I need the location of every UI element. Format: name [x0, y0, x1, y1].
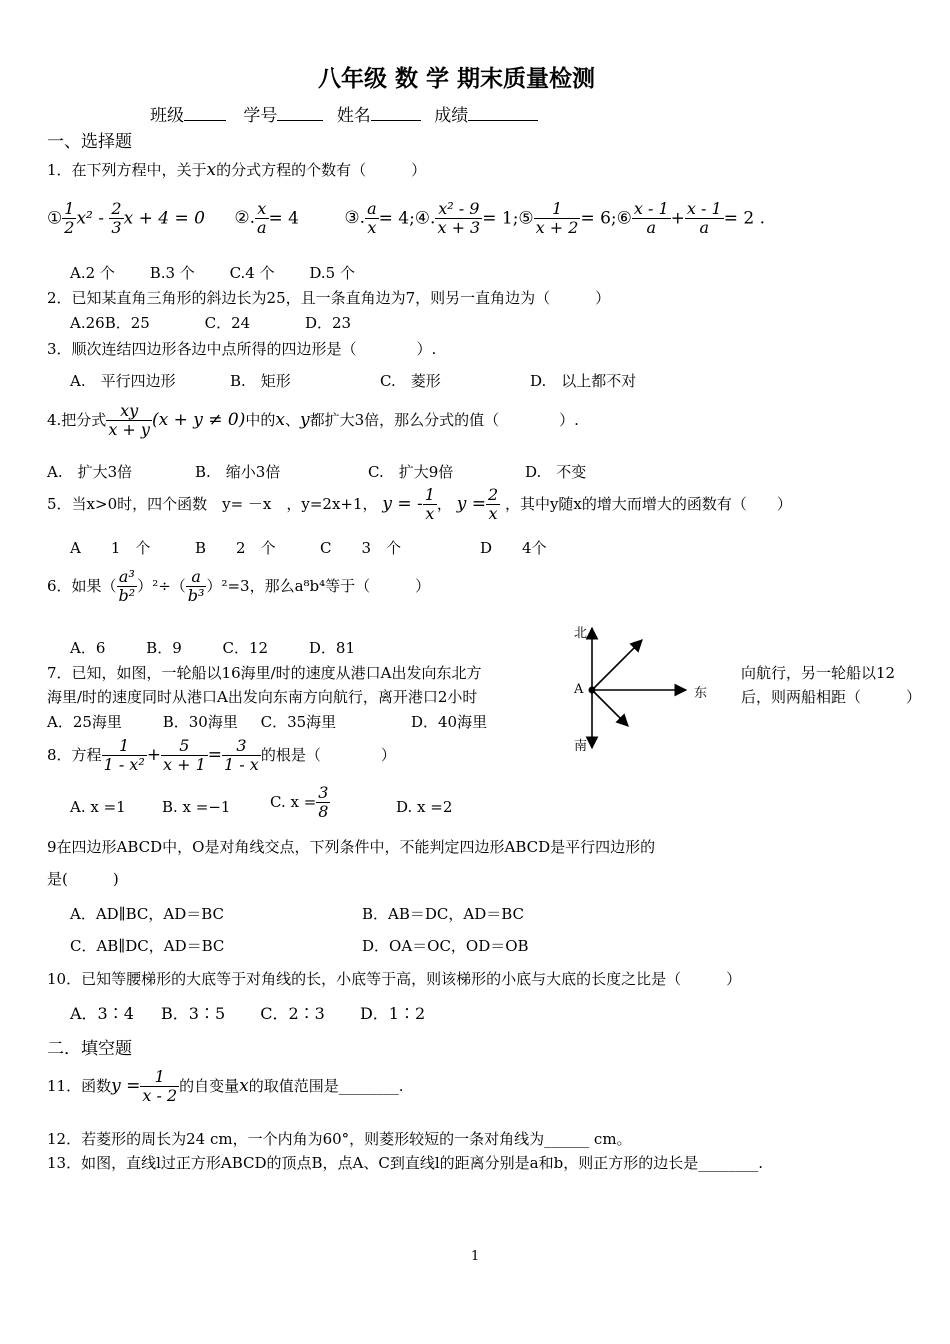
q2-option-a[interactable]: A.26 [70, 314, 105, 332]
q1-eq4-tail: = 1;⑤ [482, 208, 534, 229]
q8-option-c-num: 3 [318, 783, 329, 802]
q4-frac-num: xy [106, 402, 152, 421]
q1-eq5-frac [534, 200, 581, 238]
number-label: 学号 [243, 106, 278, 126]
q1-option-b[interactable]: B.3 个 [149, 264, 195, 282]
q8-stem-b: 的根是（ ） [260, 745, 396, 764]
q8-option-c[interactable] [270, 784, 330, 822]
q1-eq3-prefix: ③. [344, 208, 366, 229]
name-blank [371, 104, 421, 121]
q5-option-c[interactable]: C 3 个 [320, 539, 402, 557]
q6-option-b[interactable]: B．9 [146, 639, 182, 657]
q5-f4-den: x [488, 504, 498, 524]
q2-option-b[interactable]: B．25 [104, 314, 150, 332]
q7-line2: 海里/时的速度同时从港口A出发向东南方向航行，离开港口2小时 [47, 688, 478, 706]
q11-stem-b: 的自变量 [179, 1076, 240, 1095]
q6-stem-b: ）²=3，那么a⁸b⁴等于（ ） [206, 576, 431, 595]
score-blank [468, 104, 538, 121]
north-label: 北 [574, 626, 588, 641]
class-blank [184, 104, 226, 121]
q1-eq3-num: a [367, 199, 377, 218]
q1-eq1-frac2-den: 3 [111, 218, 122, 238]
q4-option-d[interactable]: D. 不变 [525, 463, 587, 481]
q1-eq6-num2: x - 1 [686, 199, 722, 218]
q4-var-y: y [299, 409, 310, 430]
q7-option-d[interactable]: D．40海里 [410, 713, 488, 731]
q13-stem: 13．如图，直线l过正方形ABCD的顶点B，点A、C到直线l的距离分别是a和b，则正方形的边长是________. [47, 1154, 763, 1172]
section-fill-heading: 二．填空题 [47, 1039, 132, 1059]
east-label: 东 [694, 686, 708, 701]
q1-stem-text-b: 的分式方程的个数有（ ） [216, 161, 427, 179]
number-blank [277, 104, 323, 121]
q8-frac2-den: x + 1 [163, 755, 206, 775]
section-choice-heading: 一、选择题 [47, 132, 132, 152]
q1-eq1-tail: x + 4 = 0 [123, 208, 205, 229]
q3-stem: 3．顺次连结四边形各边中点所得的四边形是（ ）. [47, 340, 437, 358]
q8-stem [47, 737, 396, 775]
q1-eq2-frac [255, 200, 269, 238]
q1-eq4-den: x + 3 [437, 218, 481, 238]
q1-options [70, 262, 355, 283]
q11-lhs: y = [111, 1075, 141, 1096]
q11-frac [140, 1068, 179, 1106]
q1-eq6-tail: = 2 . [723, 208, 765, 229]
q1-option-c[interactable]: C.4 个 [229, 264, 275, 282]
q1-eq2-tail: = 4 [268, 208, 299, 229]
northeast-arrow [592, 640, 642, 690]
q1-option-d[interactable]: D.5 个 [309, 264, 355, 282]
q5-stem-b: ，其中y随x的增大而增大的函数有（ ） [504, 494, 792, 513]
q10-stem: 10．已知等腰梯形的大底等于对角线的长，小底等于高，则该梯形的小底与大底的长度之比是（ ） [47, 970, 742, 988]
q6-option-c[interactable]: C．12 [222, 639, 269, 657]
q7-line1: 7．已知，如图，一轮船以16海里/时的速度从港口A出发向东北方 [47, 664, 482, 682]
q8-frac3 [222, 737, 261, 775]
q1-eq5-den: x + 2 [535, 218, 579, 238]
q8-plus: + [146, 744, 161, 765]
q8-frac1 [102, 737, 147, 775]
q9-line1: 9在四边形ABCD中，O是对角线交点，下列条件中，不能判定四边形ABCD是平行四边形的 [47, 838, 656, 856]
name-label: 姓名 [336, 106, 371, 126]
q10-option-b[interactable]: B．3∶5 [161, 1004, 226, 1023]
q5-f3-lhs: y = - [382, 493, 423, 514]
q4-condition: (x + y ≠ 0) [151, 409, 246, 430]
student-info-line [150, 101, 538, 126]
q4-option-a[interactable]: A. 扩大3倍 [47, 463, 133, 481]
q3-option-d[interactable]: D. 以上都不对 [530, 372, 637, 390]
score-label: 成绩 [434, 106, 469, 126]
q1-eq2-den: a [256, 218, 267, 238]
q8-option-c-frac [316, 784, 330, 822]
q4-stem-b: 中的 [245, 410, 276, 429]
q10-options [70, 1001, 425, 1024]
q8-frac2 [161, 737, 208, 775]
q8-option-c-prefix: C. x = [270, 792, 317, 811]
q1-eq4-num: x² - 9 [435, 200, 482, 219]
q5-f3-frac [423, 486, 437, 524]
q4-stem-d: 都扩大3倍，那么分式的值（ ）. [309, 410, 579, 429]
q9-line2: 是( ) [47, 870, 119, 888]
q8-stem-a: 8．方程 [47, 745, 102, 764]
q5-f4-frac [486, 486, 500, 524]
q11-stem-a: 11．函数 [47, 1076, 112, 1095]
q1-eq2-prefix: ②. [234, 208, 255, 229]
q5-option-a[interactable]: A 1 个 [70, 539, 151, 557]
q1-eq3-tail: = 4;④. [378, 208, 436, 229]
q6-option-a[interactable]: A．6 [70, 639, 106, 657]
q2-options [70, 312, 351, 333]
q8-frac3-num: 3 [222, 737, 261, 756]
q1-eq4-frac [435, 200, 482, 238]
q7-line2-right: 后，则两船相距（ ） [741, 688, 922, 706]
q1-eq1-frac2-num: 2 [111, 199, 122, 218]
q1-eq6-num1: x - 1 [633, 199, 669, 218]
q4-fraction [106, 402, 152, 440]
q1-eq3-frac [365, 200, 379, 238]
q11-frac-num: 1 [140, 1068, 179, 1087]
q1-eq1-frac1-den: 2 [64, 218, 75, 238]
q1-eq1-frac1 [62, 200, 76, 238]
q7-option-a[interactable]: A．25海里 [47, 713, 122, 731]
q1-stem-var: x [206, 160, 217, 180]
q8-option-a[interactable]: A. x =1 [70, 798, 126, 816]
q9-option-c[interactable]: C．AB∥DC，AD＝BC [70, 937, 225, 955]
q1-eq1-mid: x² - [76, 208, 110, 229]
q2-stem: 2．已知某直角三角形的斜边长为25，且一条直角边为7，则另一直角边为（ ） [47, 289, 611, 307]
q1-eq1-frac1-num: 1 [64, 199, 75, 218]
q1-eq6-frac1 [632, 200, 671, 238]
page-number: 1 [471, 1249, 480, 1264]
q2-option-c[interactable]: C．24 [204, 314, 251, 332]
q5-f4-num: 2 [487, 485, 499, 504]
q12-stem: 12．若菱形的周长为24 cm，一个内角为60°，则菱形较短的一条对角线为______ cm。 [47, 1130, 632, 1148]
q5-stem-a: 5．当x>0时，四个函数 y= －x ，y=2x+1， [47, 494, 378, 513]
q1-eq1-frac2 [109, 200, 123, 238]
q1-eq6-mid: + [670, 208, 685, 229]
q1-stem-text-a: 1．在下列方程中，关于 [47, 161, 207, 179]
q8-equals: = [207, 744, 223, 765]
q5-f3-den: x [425, 504, 435, 524]
q7-line1-right: 向航行，另一轮船以12 [741, 664, 896, 682]
q4-option-b[interactable]: B. 缩小3倍 [195, 463, 281, 481]
q4-stem-c: 、 [284, 410, 300, 429]
south-label: 南 [574, 739, 588, 754]
q2-option-d[interactable]: D．23 [304, 314, 352, 332]
q5-stem: 5．当x>0时，四个函数 y= －x ，y=2x+1， y = - $\frac{1}{x}$ ， y = $\frac{2}{x}$ ，其中y随x的增大而增大的函数有（ ） [47, 485, 792, 524]
q4-stem [47, 402, 579, 440]
origin-label: A [574, 682, 584, 697]
class-label: 班级 [150, 106, 184, 126]
q7-option-c[interactable]: C．35海里 [260, 713, 337, 731]
q5-f3-num: 1 [424, 485, 435, 504]
q1-equations [47, 200, 765, 238]
q5-option-d[interactable]: D 4个 [480, 539, 547, 557]
q1-eq6-den1: a [646, 218, 657, 238]
q8-option-d[interactable]: D. x =2 [396, 798, 453, 816]
q6-options [70, 637, 355, 658]
q1-eq3-den: x [367, 218, 377, 238]
q1-eq5-num: 1 [534, 200, 581, 219]
q7-figure [568, 622, 718, 754]
q8-frac2-num: 5 [161, 737, 208, 756]
q10-option-c[interactable]: C．2∶3 [260, 1004, 325, 1023]
q5-option-b[interactable]: B 2 个 [195, 539, 276, 557]
q1-eq1-prefix: ① [47, 208, 63, 229]
q3-option-c[interactable]: C. 菱形 [380, 372, 441, 390]
q4-frac-den: x + y [108, 420, 150, 440]
q11-frac-den: x - 2 [142, 1086, 178, 1106]
q6-frac2 [186, 568, 207, 606]
q4-var-x: x [275, 409, 285, 430]
q9-option-a[interactable]: A．AD∥BC，AD＝BC [70, 905, 225, 923]
q6-frac1-den: b² [118, 586, 136, 606]
q11-stem [47, 1068, 404, 1106]
q3-option-a[interactable]: A. 平行四边形 [70, 372, 176, 390]
q1-eq2-num: x [255, 200, 269, 219]
q6-stem-a: 6．如果（ [47, 576, 117, 595]
q9-option-d[interactable]: D．OA＝OC，OD＝OB [362, 937, 529, 955]
q4-option-c[interactable]: C. 扩大9倍 [368, 463, 454, 481]
q6-mid: ）²÷（ [137, 576, 186, 595]
q8-frac3-den: 1 - x [224, 755, 259, 775]
q6-frac1 [117, 568, 138, 606]
q1-eq5-tail: = 6;⑥ [580, 208, 632, 229]
q6-stem [47, 568, 430, 606]
q8-frac1-num: 1 [102, 737, 147, 756]
q11-stem-c: 的取值范围是________. [248, 1076, 404, 1095]
q1-eq6-frac2 [685, 200, 724, 238]
q4-stem-a: 4.把分式 [47, 410, 107, 429]
q5-f4-lhs: y = [456, 493, 486, 514]
q1-option-a[interactable]: A.2 个 [70, 264, 115, 282]
q1-stem [47, 159, 426, 180]
q1-eq6-den2: a [699, 218, 710, 238]
q8-option-b[interactable]: B. x =−1 [162, 798, 231, 816]
q11-var: x [239, 1075, 249, 1096]
southeast-arrow [592, 690, 628, 726]
q9-option-b[interactable]: B．AB＝DC，AD＝BC [362, 905, 525, 923]
q6-frac2-num: a [186, 568, 207, 587]
q8-option-c-den: 8 [318, 802, 329, 822]
q6-option-d[interactable]: D．81 [308, 639, 356, 657]
q6-frac2-den: b³ [187, 586, 205, 606]
q10-option-a[interactable]: A．3∶4 [70, 1004, 134, 1023]
q3-option-b[interactable]: B. 矩形 [230, 372, 291, 390]
port-a-dot [589, 687, 596, 694]
q7-options [47, 711, 487, 732]
q6-frac1-num: a³ [117, 568, 138, 587]
q7-option-b[interactable]: B．30海里 [162, 713, 238, 731]
q10-option-d[interactable]: D．1∶2 [359, 1004, 426, 1023]
page-title: 八年级 数 学 期末质量检测 [318, 66, 596, 92]
q8-frac1-den: 1 - x² [103, 755, 145, 775]
